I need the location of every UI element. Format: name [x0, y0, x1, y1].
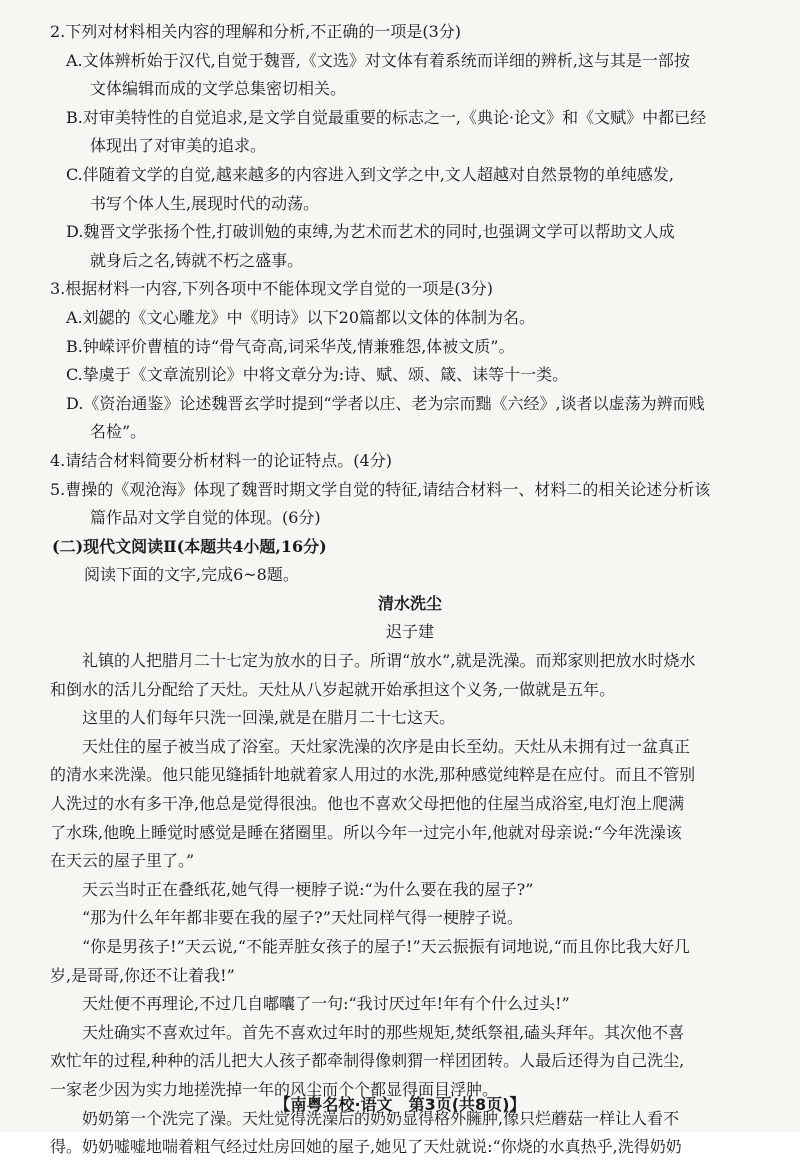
- question-2-stem: 2.下列对材料相关内容的理解和分析,不正确的一项是(3分): [50, 22, 462, 41]
- story-line: 天灶便不再理论,不过几自嘟囔了一句:“我讨厌过年!年有个什么过头!”: [50, 994, 570, 1014]
- story-line: 礼镇的人把腊月二十七定为放水的日子。所谓“放水”,就是洗澡。而郑家则把放水时烧水: [50, 651, 696, 671]
- story-title: 清水洗尘: [377, 593, 442, 613]
- story-line: 在天云的屋子里了。”: [50, 851, 195, 871]
- question-2-option-c: C.伴随着文学的自觉,越来越多的内容进入到文学之中,文人超越对自然景物的单纯感发,: [66, 164, 675, 184]
- question-5-continued: 篇作品对文学自觉的体现。(6分): [90, 508, 321, 528]
- story-line: 的清水来洗澡。他只能见缝插针地就着家人用过的水洗,那种感觉纯粹是在应付。而且不管别: [50, 765, 696, 785]
- question-3-stem: 3.根据材料一内容,下列各项中不能体现文学自觉的一项是(3分): [50, 279, 494, 299]
- question-2-option-d-continued: 就身后之名,铸就不朽之盛事。: [90, 250, 304, 270]
- section-instruction: 阅读下面的文字,完成6~8题。: [84, 565, 299, 585]
- story-author: 迟子建: [385, 622, 434, 642]
- question-5: 5.曹操的《观沧海》体现了魏晋时期文学自觉的特征,请结合材料一、材料二的相关论述分析该: [50, 479, 711, 499]
- question-2-option-c-continued: 书写个体人生,展现时代的动荡。: [90, 193, 320, 213]
- question-4: 4.请结合材料简要分析材料一的论证特点。(4分): [50, 450, 392, 470]
- story-line: 天灶确实不喜欢过年。首先不喜欢过年时的那些规矩,焚纸祭祖,磕头拜年。其次他不喜: [50, 1022, 685, 1042]
- story-line: 天云当时正在叠纸花,她气得一梗脖子说:“为什么要在我的屋子?”: [50, 879, 534, 899]
- question-3-option-d: D.《资治通鉴》论述魏晋玄学时提到“学者以庄、老为宗而黜《六经》,谈者以虚荡为辨而贱: [66, 393, 705, 413]
- question-3-option-b: B.钟嵘评价曹植的诗“骨气奇高,词采华茂,情兼雅怨,体被文质”。: [66, 336, 515, 356]
- story-line: 了水珠,他晚上睡觉时感觉是睡在猪圈里。所以今年一过完小年,他就对母亲说:“今年洗澡该: [50, 822, 682, 842]
- story-line: 岁,是哥哥,你还不让着我!”: [50, 965, 235, 985]
- story-line: “你是男孩子!”天云说,“不能弄脏女孩子的屋子!”天云振振有词地说,“而且你比我大好几: [50, 937, 690, 956]
- story-line: 和倒水的活儿分配给了天灶。天灶从八岁起就开始承担这个义务,一做就是五年。: [50, 679, 616, 699]
- question-3-option-a: A.刘勰的《文心雕龙》中《明诗》以下20篇都以文体的体制为名。: [66, 307, 536, 327]
- story-line: 奶奶第一个洗完了澡。天灶觉得洗澡后的奶奶显得格外臃肿,像只烂蘑菇一样让人看不: [50, 1108, 680, 1128]
- question-2-option-b: B.对审美特性的自觉追求,是文学自觉最重要的标志之一,《典论·论文》和《文赋》中都已经: [66, 107, 707, 127]
- page-footer: 【南粤名校·语文 第3页(共8页)】: [274, 1095, 526, 1114]
- story-line: 人洗过的水有多干净,他总是觉得很浊。他也不喜欢父母把他的住屋当成浴室,电灯泡上爬满: [50, 794, 685, 814]
- story-line: 欢忙年的过程,种种的活儿把大人孩子都牵制得像刺猬一样团团转。人最后还得为自己洗尘,: [50, 1051, 685, 1071]
- question-2-option-b-continued: 体现出了对审美的追求。: [90, 136, 267, 156]
- story-line: 一家老少因为实力地搓洗掉一年的风尘而个个都显得面目浮肿。: [50, 1079, 499, 1099]
- story-line: 得。奶奶嘘嘘地喘着粗气经过灶房回她的屋子,她见了天灶就说:“你烧的水真热乎,洗得奶奶: [50, 1137, 682, 1157]
- story-body: [50, 647, 770, 1162]
- question-2-option-a-continued: 文体编辑而成的文学总集密切相关。: [90, 79, 347, 99]
- question-3-option-c: C.挚虞于《文章流别论》中将文章分为:诗、赋、颂、箴、诔等十一类。: [66, 365, 569, 385]
- page-content: [50, 18, 770, 1162]
- question-2-option-d: D.魏晋文学张扬个性,打破训勉的束缚,为艺术而艺术的同时,也强调文学可以帮助文人成: [66, 222, 675, 242]
- story-line: “那为什么年年都非要在我的屋子?”天灶同样气得一梗脖子说。: [50, 908, 523, 928]
- section-heading: (二)现代文阅读Ⅱ(本题共4小题,16分): [52, 536, 327, 556]
- question-3-option-d-continued: 名检”。: [90, 422, 147, 442]
- story-line: 这里的人们每年只洗一回澡,就是在腊月二十七这天。: [50, 708, 456, 728]
- story-line: 天灶住的屋子被当成了浴室。天灶家洗澡的次序是由长至幼。天灶从未拥有过一盆真正: [50, 736, 691, 756]
- question-2-option-a: A.文体辨析始于汉代,自觉于魏晋,《文选》对文体有着系统而详细的辨析,这与其是一部按: [66, 50, 690, 70]
